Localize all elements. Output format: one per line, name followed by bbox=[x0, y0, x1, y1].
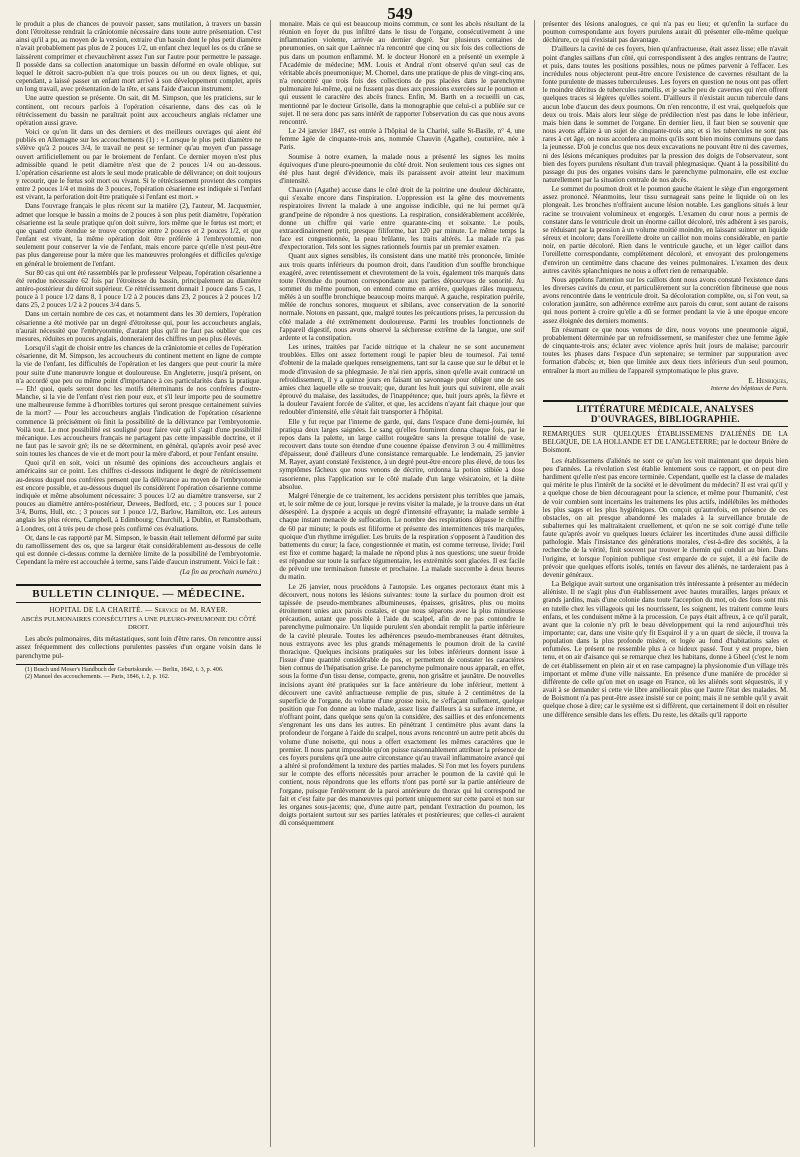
footnote: (2) Manuel des accouchements. — Paris, 1846, t. 2, p. 162. bbox=[25, 673, 170, 680]
paragraph: Dans l'ouvrage français le plus récent sur la matière (2), l'auteur, M. Jacquemier, admet que lorsque le bassin a moins de 2 pouces à son plus petit diamètre, l'opération césarienne est la seule pratique qu'on doit suivre, lors même que le fœtus est mort; et que quand cette étendue se trouve comprise entre 2 pouces et 2 pouces 1/2, et que l'enfant est vivant, la même opération doit être préférée à l'embryotomie, non seulement pour conserver la vie de l'enfant, mais encore parce qu'elle n'est peut-être pas plus dangereuse pour la mère que les manœuvres prolongées et difficiles qu'exige en général le broiement de l'enfant. bbox=[16, 202, 262, 268]
paragraph: En résumant ce que nous venons de dire, nous voyons une pneumonie aiguë, probablement déterminée par un refroidissement, se manifester chez une femme âgée de cinquante-trois ans; éclater avec violence après huit jours de malaise; parcourir toutes les phases dans l'espace d'un septenaire; se terminer par suppuration avec formation d'abcès; et, bien que limitée aux deux tiers inférieurs d'un seul poumon, entraîner la mort au milieu de l'appareil symptomatique le plus grave. bbox=[542, 325, 788, 375]
paragraph: Le 26 janvier, nous procédons à l'autopsie. Les organes pectoraux étant mis à découvert, nous notons les lésions suivantes: toute la surface du poumon droit est tapissée de pseudo-membranes albumineuses, épaisses, grisâtres, plus ou moins étroitement unies aux parois costales, et que nous séparons avec la plus minutieuse précaution, autant que possible à l'aide du scalpel, afin de ne pas contondre le parenchyme pulmonaire. Un liquide purulent s'en abondait remplit la partie inférieure de la cavité pleurale. Toutes les adhérences pseudo-membraneuses étant détruites, nous extrayons avec les plus grands ménagements le poumon droit de la cavité thoracique. Quelques incisions pratiquées sur les lobes inférieurs donnent issue à l'issue d'une quantité considérable de pus, et permettent de constater les caractères bien connus de l'hépatisation grise. Le parenchyme pulmonaire nous apparaît, en effet, sous la forme d'un tissu dense, compacte, grenu, non grisâtre et jaunâtre. De nouvelles incisions ayant été pratiquées sur la face antérieure du lobe inférieur, mettent à découvert une cavité anfractueuse remplie de pus, située à 2 centimètres de la superficie de l'organe, du volume d'une grosse noix, ne s'effaçant nullement, quelque position que l'on donne au lobe malade, assez lisse d'ailleurs à sa surface interne, et n'offrant point, dans quelque sens qu'on la considère, des saillies et des enfoncements s'engrenant les uns dans les autres. En pénétrant 1 centimètre plus avant dans la profondeur de l'organe à l'aide du scalpel, nous avons rencontré un autre petit abcès du volume d'une noisette, qui nous a offert exactement les mêmes caractères que le premier. Il nous parut impossible qu'on puisse raisonnablement attribuer la présence de ces foyers purulens qu'à une autre circonstance qu'au travail inflammatoire avancé qui a altéré si profondément la texture des parties malades. Si l'on met les foyers purulens sur le compte des efforts nécessités pour arracher le poumon de la cavité qui le contient, nous répondrons que les efforts n'ont pas porté sur la partie antérieure de l'organe, puisque l'enlèvement de la paroi antérieure du thorax qui lui correspond ne fait et c'est faite par des manœuvres qui portent uniquement sur cette paroi et non sur les organes sous-jacents; que, d'une autre part, pendant l'extraction du poumon, les doigts portaient surtout sur ses parties latérales et postérieures; que celles-ci auraient dû conséquemment bbox=[279, 582, 525, 828]
page-number: 549 bbox=[387, 4, 413, 23]
paragraph: Le sommet du poumon droit et le poumon gauche étaient le siège d'un engorgement assez prononcé. Néanmoins, leur tissu surnageait sans peine le liquide où on les plongeait. Les bronches n'offraient aucune lésion notable. Les ganglions situés à leur racine se trouvaient volumineux et engorgés. L'examen du cœur nous a permis de constater dans le ventricule droit un énorme caillot décoloré, très adhérent à ses parois, se réduisant par la pression à un volume moitié moindre, en laissant suinter un liquide séreux et incolore; dans l'oreillette droite un caillot non moins considérable, en partie noir, en partie décoloré. Rien dans le ventricule gauche, et un léger caillot dans l'oreillette correspondante, complètement décoloré, et envoyant des prolongemens d'environ un centimètre dans chacune des veines pulmonaires. L'examen des deux autres cavités splanchniques ne nous a offert rien de remarquable. bbox=[542, 185, 788, 275]
review-title: REMARQUES SUR QUELQUES ÉTABLISSEMENS D'ALIÉNÉS DE LA BELGIQUE, DE LA HOLLANDE ET DE L'ANGLETERRE; par le docteur Brière de Boismont. bbox=[542, 429, 788, 454]
paragraph: Voici ce qu'on lit dans un des derniers et des meilleurs ouvrages qui aient été publiés en Allemagne sur les accouchements (1) : « Lorsque le plus petit diamètre ne s'élève qu'à 2 pouces 3/4, le travail ne peut se terminer qu'au moyen d'un passage ouvert artificiellement ou par le broiement de l'enfant. Ce dernier moyen n'est plus admissible quand le petit diamètre n'est que de 2 pouces 1/4 ou au-dessous. L'opération césarienne est alors le seul mode praticable de délivrance; on doit toujours y recourir, que le fœtus soit mort ou vivant. Si le rétrécissement provient des comptes entre 2 pouces 1/4 et moins de 3 pouces, l'opération césarienne est indiquée si l'enfant est vivant, la perforation doit être pratiquée si l'enfant est mort. » bbox=[16, 128, 262, 202]
paragraph: Chauvin (Agathe) accuse dans le côté droit de la poitrine une douleur déchirante, qui s'exalte encore dans l'inspiration. L'oppression est la gêne des mouvements respiratoires livrent la malade à une angoisse indicible, qui ne lui permet qu'à grand'peine de répondre à nos questions. La respiration, considérablement accélérée, donne un chiffre qui varie entre quarante-cinq et soixante. Le pouls, extraordinairement petit, presque filiforme, bat 120 par minute. Le même temps la face est congestionnée, la peau brûlante, les traits altérés. La malade n'a pas d'expectoration. Tels sont les signes rationnels fournis par un premier examen. bbox=[279, 186, 525, 252]
paragraph: Le 24 janvier 1847, est entrée à l'hôpital de la Charité, salle St-Basile, n° 4, une femme âgée de cinquante-trois ans, nommée Chauvin (Agathe), couturière, née à Paris. bbox=[279, 127, 525, 152]
paragraph: Quoi qu'il en soit, voici un résumé des opinions des accoucheurs anglais et américains sur ce point. Les chiffres ci-dessous indiquent le degré de rétrécissement au-dessus duquel nos confrères pensent que la délivrance au moyen de l'embryotomie est encore possible, et au-dessous duquel ils considèrent l'opération césarienne comme indiquée et même absolument nécessaire: 3 pouces 1/2 au diamètre transverse, sur 2 pouces au diamètre antéro-postérieur, Dewees, Bedford, etc. ; 3 pouces sur 1 pouce 3/4, Burns, Hull, etc. ; 3 pouces sur 1 pouce 1/2, Barlow, Hamilton, etc. Les auteurs anglais les plus récens, Campbell, à Edimbourg; Churchill, à Dublin, et Ramsbotham, à Londres, ont à très peu de chose près confirmé ces évaluations. bbox=[16, 459, 262, 533]
author-affiliation: Interne des hôpitaux de Paris. bbox=[710, 384, 788, 392]
case-title: ABCÈS PULMONAIRES CONSÉCUTIFS A UNE PLEURO-PNEUMONIE DU CÔTÉ DROIT. bbox=[21, 616, 257, 632]
paragraph: Les établissemens d'aliénés ne sont ce qu'un les voit maintenant que depuis bien peu d'années. La révolution s'est établie lentement sous ce rapport, et on peut dire hardiment qu'elle n'est pas encore terminée. Cependant, quelle est la classe de malades qui mérite le plus l'intérêt de la société et le dévoûment du médecin? Il est vrai qu'il y a quelque chose de bien décourageant pour la science, et même pour l'humanité, c'est de voir combien sont incertains les traitemens les plus actifs, indélébiles les méthodes les plus sages et les plus hygiéniques. On conçoit qu'autrefois, en présence de ces obstacles, on ait presque abandonné les malades à la surveillance brutale de subalternes qui les maltraitaient cruellement, et qu'on ne se soit corrigé d'une telle faute qu'après avoir vu quelques lueurs éclairer les incertitudes d'une aussi difficile pathologie. Mais l'insistance des générations morales, c'est-à-dire des sociétés, à la recherche de la vérité, finit souvent par trouver le chemin qui conduit au bien. Dans l'origine, et lorsque l'opinion publique s'est emparée de ce sujet, il a été facile de prévoir que quelques efforts isolés, tentés en faveur des aliénés, ne tarderaient pas à devenir généraux. bbox=[542, 456, 788, 579]
paragraph: Elle y fut reçue par l'interne de garde, qui, dans l'espace d'une demi-journée, lui pratiqua deux larges saignées. Le sang qu'elles fournirent donna chaque fois, par le repos dans la palette, un large caillot rougeâtre sans la presque totalité de vase, recouvert dans toute son étendue d'une couenne épaisse d'environ 3 ou 4 millimètres d'épaisseur, doué d'ailleurs d'une consistance remarquable. Le lendemain, 25 janvier M. Rayer, ayant constaté l'existence, à un degré peut-être encore plus élevé, de tous les symptômes fâcheux que nous venons de décrire, ordonna la potion stibiée à dose rasorienne, plus l'application sur le côté malade d'un large vésicatoire, et la diète absolue. bbox=[279, 417, 525, 491]
paragraph: Malgré l'énergie de ce traitement, les accidens persistent plus terribles que jamais, et, le soir même de ce jour, lorsque je revins visiter la malade, je la trouve dans un état désespéré. La dyspnée a acquis un degré d'intensité effrayante; la malade semble à chaque instant menacée de suffocation. Le nombre des respirations dépasse le chiffre de 60 par minute; le pouls est filiforme et présente des intermittences très marquées, quoique d'un rhythme irrégulier. Les bruits de la respiration s'opposent à l'audition des battements du cœur; la face, congestionnée et matin, est comme terreuse, livide; l'œil est fixe et comme hagard; la malade ne répond plus à nos questions; une sueur froide est répandue sur toute la surface tégumentaire, les extrémités sont glacées. Il est facile de prévoir une terminaison funeste et prochaine. La malade succombe à deux heures du matin. bbox=[279, 491, 525, 582]
column-middle bbox=[270, 20, 524, 1147]
paragraph: Dans un certain nombre de ces cas, et notamment dans les 30 derniers, l'opération césarienne a été motivée par un degré d'étroitesse qui, pour les accoucheurs anglais, n'aurait nécessité que l'embryotomie, d'autant plus qu'il ne faut pas oublier que ces mesures, réduites en pouces anglais, donneraient des chiffres un peu plus élevés. bbox=[16, 310, 262, 343]
article-obstetrics-continuation bbox=[16, 20, 261, 576]
column-left bbox=[16, 20, 261, 1147]
paragraph: présenter des lésions analogues, ce qui n'a pas eu lieu; et qu'enfin la surface du poumon correspondante aux foyers purulens aurait dû présenter elle-même quelque déchirure, ce qui n'existait pas davantage. bbox=[542, 20, 788, 45]
paragraph: Quant aux signes sensibles, ils consistent dans une matité très prononcée, limitée aux trois quarts inférieurs du poumon droit, dans l'audition d'un souffle bronchique exagéré, avec retentissement et chevrotement de la voix, également très marqués dans toute l'étendue du poumon correspondante aux parties dépourvues de sonorité. Au sommet du même poumon, on entend comme en arrière, quelques râles muqueux, mêlés à un souffle bronchique beaucoup moins marqué. A gauche, respiration puérile, mêlée de ronchus sonores, muqueux et sibilans, avec conservation de la sonorité normale. Notons en passant, que, malgré toutes les précautions prises, la percussion du côté malade a été extrêmement douloureuse. Parmi les troubles fonctionnels de l'appareil digestif, nous avons observé la sécheresse extrême de la langue, une soif ardente et la constipation. bbox=[279, 252, 525, 342]
section-title-litterature-medicale: LITTÉRATURE MÉDICALE, ANALYSES D'OUVRAGES, BIBLIOGRAPHIE. bbox=[543, 400, 788, 427]
paragraph: Sur 80 cas qui ont été rassemblés par le professeur Velpeau, l'opération césarienne a été rendue nécessaire 62 fois par l'étroitesse du bassin, principalement au diamètre antéro-postérieur du détroit supérieur. Ce rétrécissement donnait 1 pouce dans 5 cas, 1 pouce à 1 pouce 1/2 dans 8, 1 pouce 1/2 à 2 pouces dans 23, 2 pouces à 2 pouces 1/2 dans 25, 2 pouces 1/2 à 2 pouces 3/4 dans 5. bbox=[16, 268, 262, 310]
paragraph: Nous appelons l'attention sur les caillots dont nous avons constaté l'existence dans les diverses cavités du cœur, et particulièrement sur la concrétion fibrineuse que nous avons rencontrée dans le ventricule droit. Sa décoloration complète, ou, si l'on veut, sa coloration jaunâtre, son adhérence extrême aux parois du cœur, sont autant de raisons qui nous portent à croire qu'elle a dû se former pendant la vie à une époque encore assez éloignée des derniers moments. bbox=[542, 275, 788, 325]
paragraph: Or, dans le cas rapporté par M. Simpson, le bassin était tellement déformé par suite du ramollissement des os, que sa largeur était considérablement au-dessous de celle qui est donnée ci-dessus comme la dernière limite de la possibilité de l'embryotomie. Cependant la mère est accouchée à terme, sans l'aide d'aucun instrument. Voici le fait : bbox=[16, 533, 262, 567]
continued-note: (La fin au prochain numéro.) bbox=[179, 568, 262, 577]
paragraph: le produit a plus de chances de pouvoir passer, sans mutilation, à travers un bassin dont l'étroitesse rendrait la crâniotomie nécessaire dans toute autre présentation. C'est ainsi qu'il a pu, au moyen de la version, extraire d'un bassin dont le plus petit diamètre n'avait probablement pas plus de 2 pouces 1/2, un enfant chez lequel les os du crâne se laissèrent comprimer et chevauchèrent assez l'un sur l'autre pour permettre le passage. Il possède dans sa collection anatomique un bassin déformé en ovale oblique, sur lequel le détroit sacro-pubien n'a que trois pouces ou un ou deux lignes, et qui, cependant, a laissé passer un enfant mort arrivé à son développement complet, après un long travail, avec présentation de la tête, et sans l'aide d'aucun instrument. bbox=[16, 20, 262, 94]
footnote: (1) Busch und Moser's Handbuch der Geburtskunde. — Berlin, 1842, t. 3, p. 406. bbox=[25, 666, 224, 673]
paragraph: Les abcès pulmonaires, dits métastatiques, sont loin d'être rares. On rencontre aussi assez fréquemment des collections purulentes passées d'un organe voisin dans le parenchyme pul- bbox=[16, 635, 262, 660]
paragraph: Soumise à notre examen, la malade nous a présenté les signes les moins équivoques d'une pleuro-pneumonie du côté droit. Non seulement tous ces signes ont été plus haut degré d'évidence, mais ils paraissent avoir atteint leur maximum d'intensité. bbox=[279, 152, 525, 185]
paragraph: D'ailleurs la cavité de ces foyers, bien qu'anfractueuse, était assez lisse; elle n'avait point d'angles saillans d'un côté, qui correspondissent à des angles rentrans de l'autre; et puis, dans toutes les positions possibles, nous ne pûmes parvenir à l'effacer. Les incrédules nous objecteront peut-être encore l'existence de cavernes résultant de la fonte purulente de masses tuberculeuses. Les foyers en question ne nous ont pas offert le moindre détritus de tubercules ramollis, et je sache peu de cavernes qui n'en offrent quelques traces si légères qu'elles soient. D'ailleurs il n'existait aucun tubercule dans aucun lobe d'aucun des deux poumons. On n'en rencontre, il est vrai, quelquefois que deux ou trois. Mais alors leur siège de prédilection n'est pas dans le lobe inférieur, mais bien dans le sommet de l'organe. En dernier lieu, il faut bien se souvenir que nous avons affaire à un sujet de cinquante-trois ans; et si les tubercules ne sont pas rares à cet âge, on nous accordera au moins qu'ils sont bien moins communs que dans la jeunesse. D'où je conclus que nos deux excavations ne pouvant être ni des cavernes, ni des lésions mécaniques produites par la pression des doigts de l'observateur, sont bien des foyers purulens résultant d'un travail phlegmasique. Quant à la possibilité du passage du pus des organes voisins dans le parenchyme pulmonaire, elle est exclue naturellement par la situation centrale de nos abcès. bbox=[542, 45, 788, 184]
three-column-layout bbox=[16, 20, 788, 1147]
section-title-bulletin-clinique: BULLETIN CLINIQUE. — MÉDECINE. bbox=[16, 584, 261, 603]
paragraph: Les urines, traitées par l'acide nitrique et la chaleur ne se sont aucunement troublées. Elles ont assez fortement rougi le papier bleu de tournesol. J'ai tenté d'obtenir de la malade quelques renseignemens, tant sur la cause que sur le début et le mode d'invasion de sa phlegmasie. Je n'ai rien appris, sinon qu'elle avait contracté un refroidissement, il y a quinze jours en faisant un savonnage pour obliger une de ses amies chez laquelle elle se trouvait; que, durant les huit jours qui suivirent, elle avait éprouvé du malaise, des lassitudes, de l'inappétence; que, huit jours après, la fièvre et la douleur l'avaient forcée de s'aliter, et que, les accidens n'ayant fait chaque jour que redoubler d'intensité, elle s'était fait transporter à l'hôpital. bbox=[279, 343, 525, 417]
column-right bbox=[534, 20, 788, 1147]
hospital-service-line: HOPITAL DE LA CHARITÉ. — Service de M. RAYER. bbox=[49, 606, 228, 615]
author-signature: E. Henriques, bbox=[748, 376, 788, 385]
paragraph: Une autre question se présente. On sait, dit M. Simpson, que les praticiens, sur le continent, ont recours parfois à l'opération césarienne, dans des cas où le rétrécissement du bassin ne paraîtrait point aux accoucheurs anglais réclamer une opération aussi grave. bbox=[16, 94, 262, 127]
paragraph: Lorsqu'il s'agit de choisir entre les chances de la crâniotomie et celles de l'opération césarienne, dit M. Simpson, les accoucheurs du continent mettent en ligne de compte la vie de l'enfant, les difficultés de l'opération et les dangers que peut courir la mère pour suite d'une manœuvre longue et douloureuse. En Angleterre, jusqu'à présent, on n'a accordé que peu ou même point d'importance à ces particularités dans la pratique. — Eh! quoi, quels seront donc les motifs déterminants de nos confrères d'outre-Manche, si la vie de l'enfant n'est rien pour eux, et s'il leur importe peu de soumettre une malheureuse femme à d'horribles tortures qui seront presque certainement suivies de la mort? — Pour les accoucheurs anglais l'indication de l'opération césarienne commence là précisément où finit la possibilité de la délivrance par l'embryotomie. Voilà tout. Le mot possibilité est souligné pour faire voir qu'il s'agit d'une possibilité mécanique. Les accoucheurs français ne partagent pas cette impassible doctrine, et il ne faut pas le savoir gré; ils ne se déterminent, en général, qu'après avoir pesé avec soin toutes les chances de vie et de mort pour la mère d'abord, et pour l'enfant ensuite. bbox=[16, 344, 262, 459]
paragraph: monaire. Mais ce qui est beaucoup moins commun, ce sont les abcès résultant de la réunion en foyer du pus infiltré dans le tissu de l'organe, consécutivement à une inflammation violente, arrivée au dernier degré. Sur plusieurs centaines de pneumonies, on sait que Laënnec n'a rencontré que cinq ou six fois des collections de pus dans un poumon enflammé. M. le docteur Honoré en a présenté un exemple à l'Académie de médecine; MM. Louis et Andral n'ont observé qu'un seul cas de véritable abcès pneumonique; M. Chomel, dans une pratique de plus de vingt-cinq ans, n'a rencontré que trois fois des collections de pus placées dans le parenchyme pulmonaire lui-même, qui ne fussent pas dues aux pressions exercées sur le poumon et qui eussent le caractère des abcès francs. Enfin, M. Barth en a recueilli un cas, mentionné par le docteur Grisolle, dans la monographie que celui-ci a publiée sur ce sujet. Il ne sera donc pas sans intérêt de rapporter l'observation du cas que nous avons rencontré. bbox=[279, 20, 525, 126]
paragraph: La Belgique avait surtout une organisation très intéressante à présenter au médecin aliéniste. Il ne s'agit plus d'un établissement avec hautes murailles, larges préaux et grands jardins, mais d'une colonie dans toute l'acception du mot, où des fous sont mis en tutelle chez les villageois qui les nourrissent, les soignent, les traitent comme leurs enfans, et les conduisent même à la procession. Ce pays était affreux, à ce qu'il paraît, avant que la colonie n'y prît le beau développement qui la rend aujourd'hui très importante; car, dans une visite qu'y fit Esquirol il y a un quart de siècle, il trouva la population dans la plus profonde misère, et logée au fond d'habitations sales et enfumées. Le présent ne ressemble plus à ce hideux passé. Tout y est propre, bien tenu, et on air d'aisance qui se remarque chez les habitans, donne à Gheel (c'est le nom de cet établissement en plein air et en rase campagne) la physionomie d'un village très important et même d'une ville naissante. En présence d'une manière de procéder si différente de celle qu'on met en usage en France, où les aliénés sont séquestrés, il y avait à se demander si cette vie libre améliorait plus que l'autre l'état des malades. M. de Boismont n'a pas peut-être assez insisté sur ce point; mais il ne semble qu'il y avait quelque chose à dire; car le système est si différent, que certainement il doit en résulter une différence sensible dans les effets. Du reste, les détails qu'il rapporte bbox=[542, 580, 788, 719]
